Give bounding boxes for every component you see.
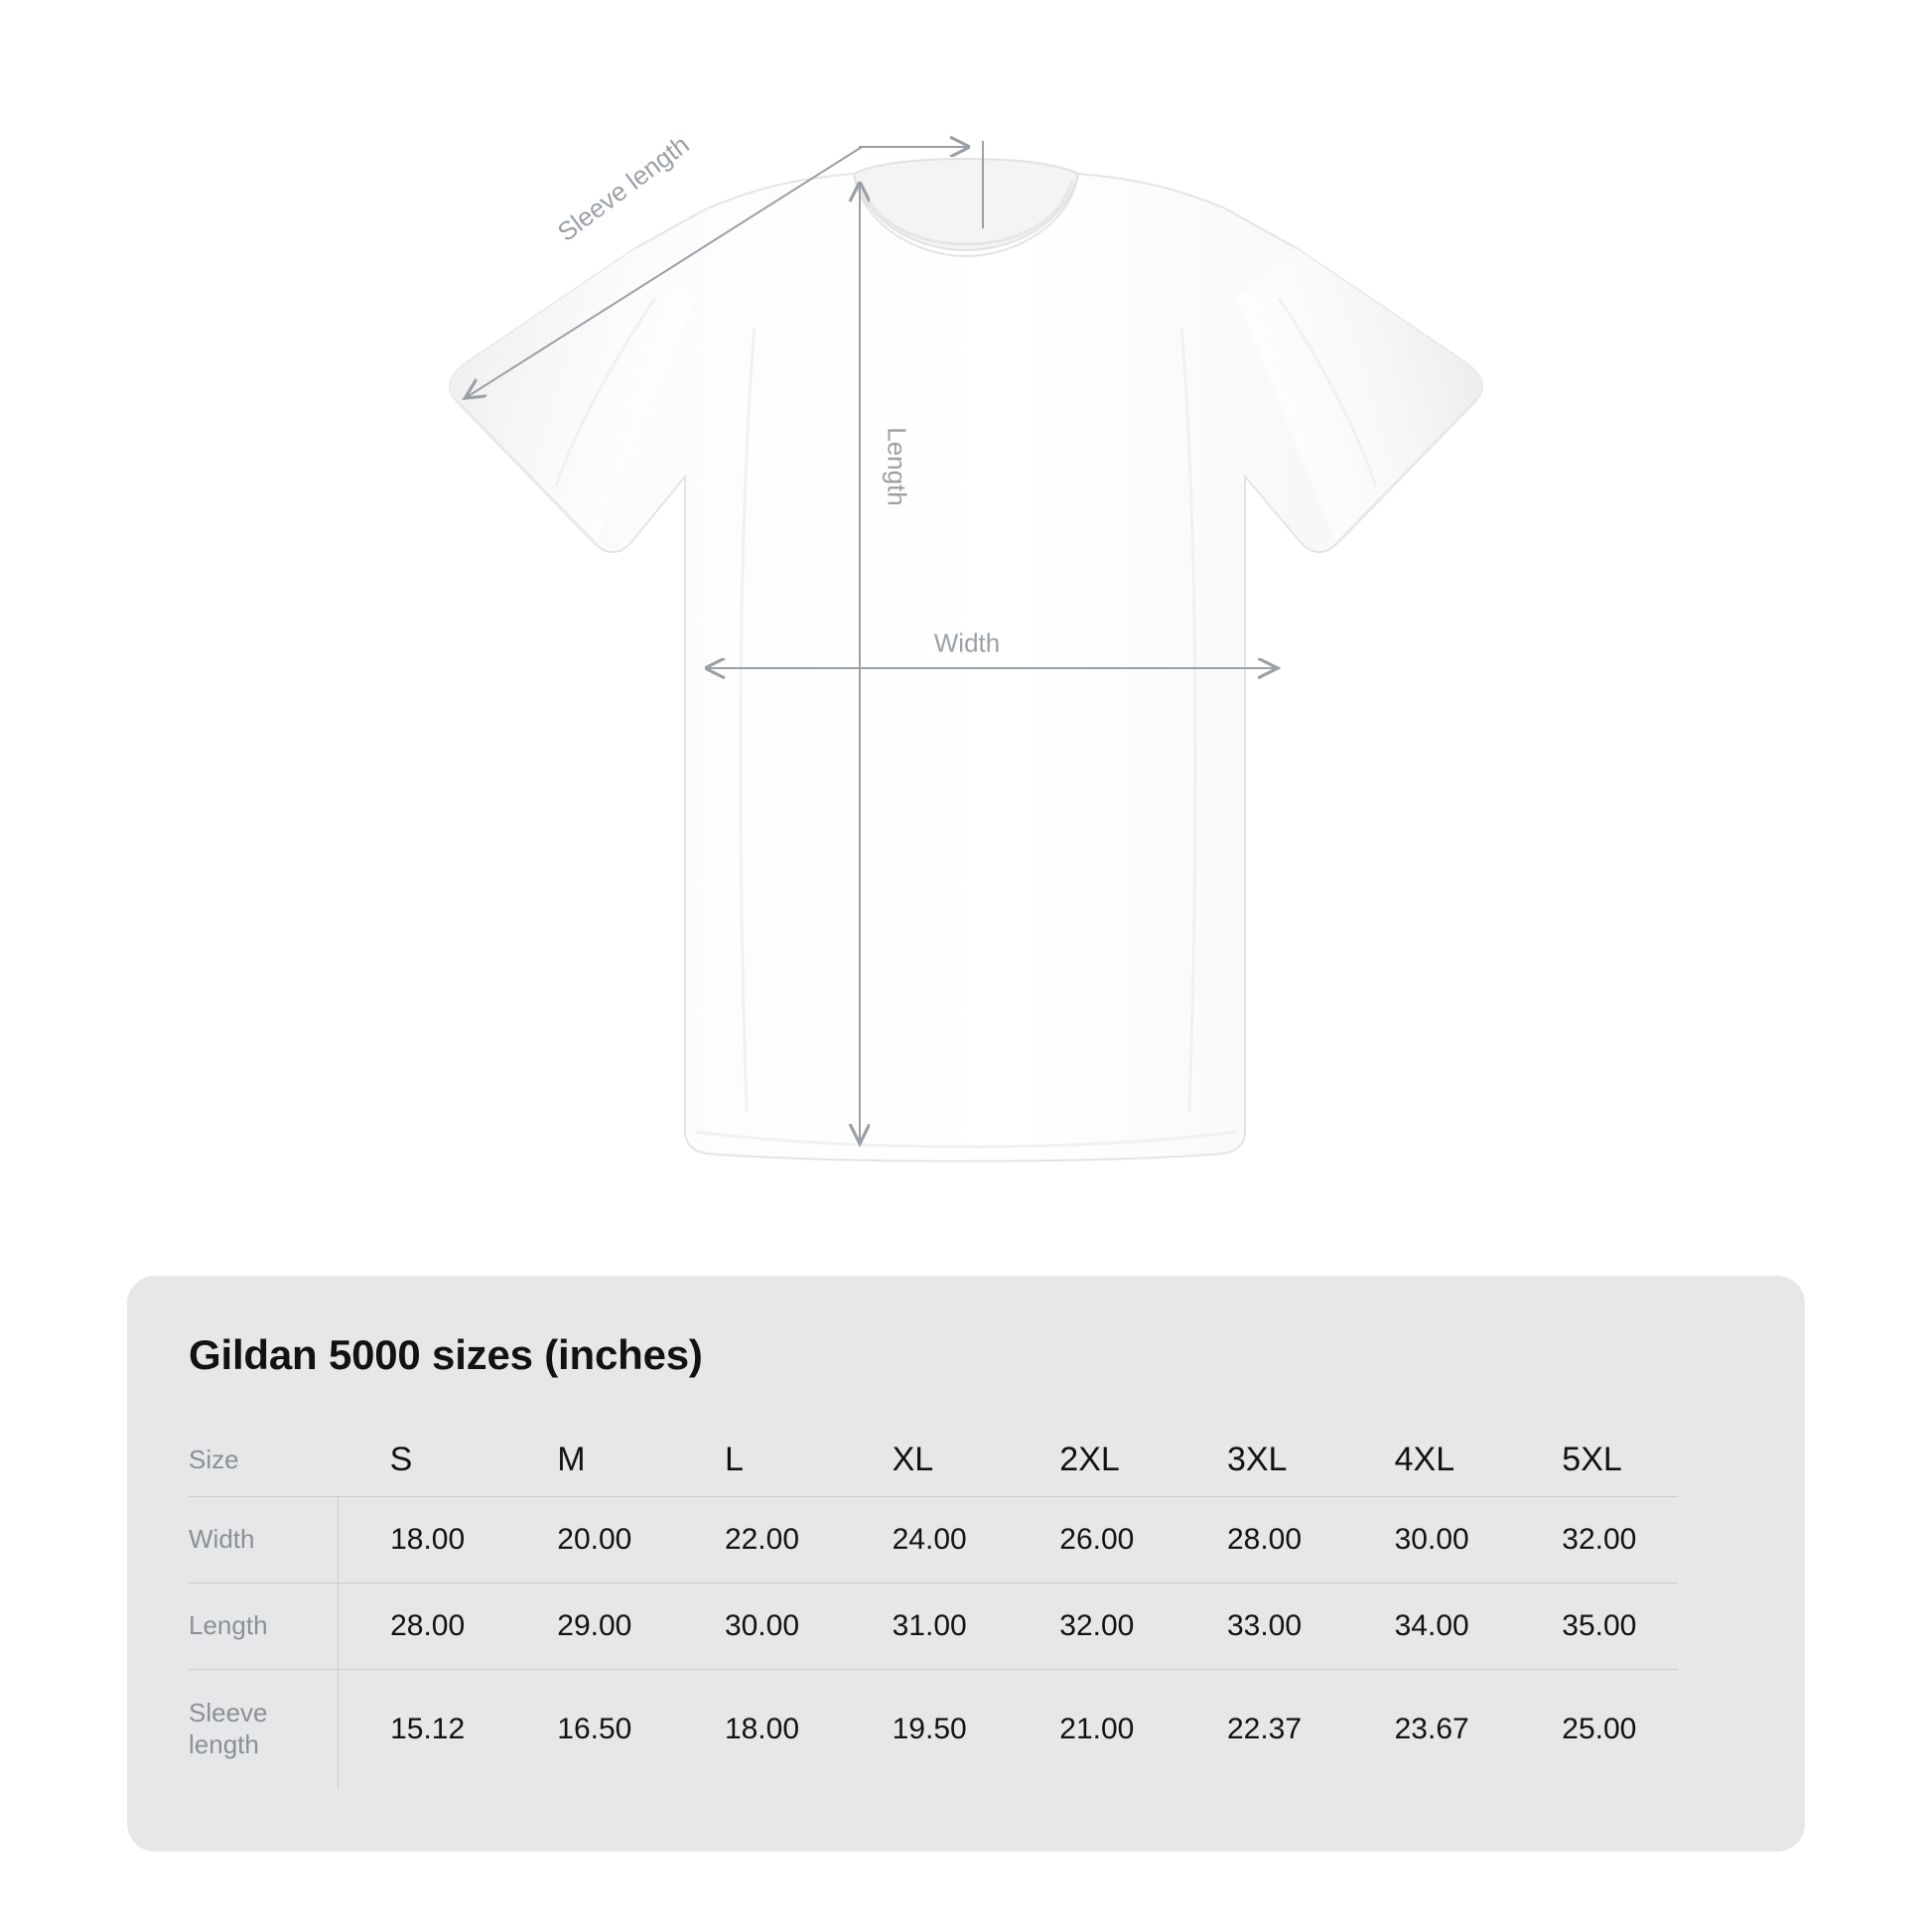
cell-length-2xl: 32.00 bbox=[1059, 1609, 1135, 1642]
header-size-2xl: 2XL bbox=[1059, 1440, 1120, 1478]
cell-length-s: 28.00 bbox=[390, 1609, 466, 1642]
table-row bbox=[189, 1670, 1678, 1790]
row-label-sleeve-length: Sleeve length bbox=[189, 1670, 339, 1790]
cell-sleeve-4xl: 23.67 bbox=[1394, 1713, 1469, 1745]
cell-length-l: 30.00 bbox=[724, 1609, 800, 1642]
header-size-l: L bbox=[724, 1440, 744, 1478]
header-size-4xl: 4XL bbox=[1394, 1440, 1455, 1478]
cell-length-m: 29.00 bbox=[557, 1609, 632, 1642]
cell-width-s: 18.00 bbox=[390, 1523, 466, 1556]
size-table bbox=[189, 1423, 1678, 1789]
cell-width-5xl: 32.00 bbox=[1562, 1523, 1637, 1556]
length-dimension-label: Length bbox=[882, 427, 912, 506]
cell-sleeve-2xl: 21.00 bbox=[1059, 1713, 1135, 1745]
cell-length-5xl: 35.00 bbox=[1562, 1609, 1637, 1642]
cell-width-3xl: 28.00 bbox=[1226, 1523, 1303, 1556]
header-size-s: S bbox=[389, 1440, 413, 1478]
size-chart-card bbox=[127, 1276, 1805, 1852]
table-row bbox=[189, 1584, 1678, 1670]
cell-sleeve-m: 16.50 bbox=[557, 1713, 632, 1745]
cell-width-xl: 24.00 bbox=[892, 1523, 967, 1556]
size-table-body bbox=[189, 1497, 1678, 1790]
cell-width-m: 20.00 bbox=[557, 1523, 632, 1556]
cell-sleeve-5xl: 25.00 bbox=[1562, 1713, 1637, 1745]
cell-sleeve-3xl: 22.37 bbox=[1226, 1713, 1303, 1745]
sleeve-length-dimension-label: Sleeve length bbox=[551, 129, 695, 247]
cell-width-l: 22.00 bbox=[724, 1523, 800, 1556]
width-dimension-label: Width bbox=[924, 628, 1010, 659]
cell-sleeve-l: 18.00 bbox=[724, 1713, 800, 1745]
cell-sleeve-s: 15.12 bbox=[390, 1713, 466, 1745]
header-size-label: Size bbox=[189, 1444, 239, 1474]
cell-length-xl: 31.00 bbox=[892, 1609, 967, 1642]
cell-sleeve-xl: 19.50 bbox=[892, 1713, 967, 1745]
cell-length-3xl: 33.00 bbox=[1226, 1609, 1303, 1642]
cell-width-2xl: 26.00 bbox=[1059, 1523, 1135, 1556]
size-chart-title: Gildan 5000 sizes (inches) bbox=[189, 1331, 703, 1378]
header-size-m: M bbox=[557, 1440, 586, 1478]
row-label-length: Length bbox=[189, 1584, 339, 1670]
size-table-header bbox=[189, 1423, 1678, 1497]
header-size-3xl: 3XL bbox=[1226, 1440, 1288, 1478]
table-row bbox=[189, 1497, 1678, 1584]
cell-length-4xl: 34.00 bbox=[1394, 1609, 1469, 1642]
row-label-width: Width bbox=[189, 1497, 339, 1584]
cell-width-4xl: 30.00 bbox=[1394, 1523, 1469, 1556]
table-row bbox=[189, 1423, 1678, 1497]
header-size-xl: XL bbox=[892, 1440, 934, 1478]
header-size-5xl: 5XL bbox=[1562, 1440, 1622, 1478]
